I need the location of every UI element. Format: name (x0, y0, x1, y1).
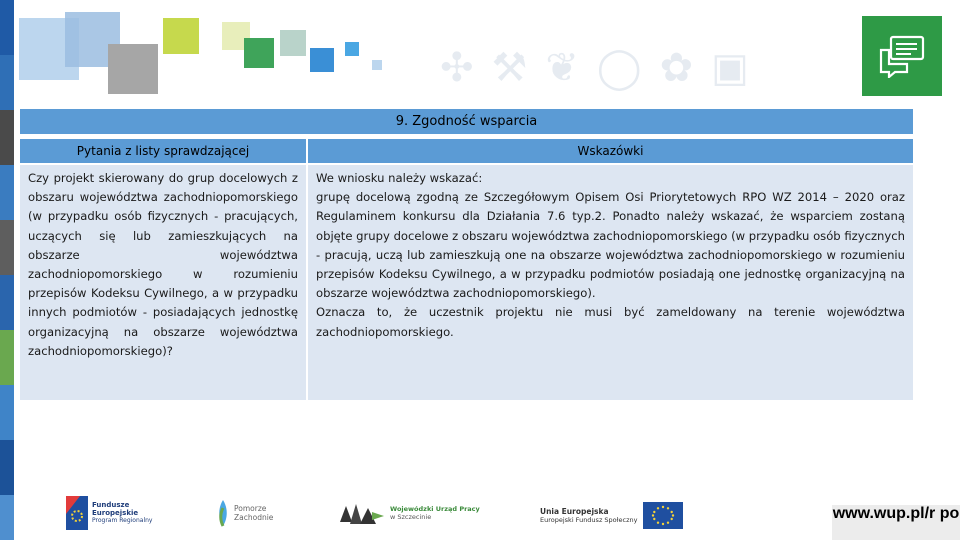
question-text: Czy projekt skierowany do grup docelowych z obszaru województwa zachodniopomorskiego (w przypadku osób fizycznych - pracujących, uczących się lub zamieszkujących na obszarze województwa zachodniopomorskiego w rozumieniu przepisów Kodeksu Cywilnego, a w przypadku innych podmiotów - posiadających jednostkę organizacyjną na obszarze województwa zachodniopomorskiego)? (28, 171, 298, 358)
tram-icon: ▣ (711, 45, 749, 91)
logo-wup (338, 500, 480, 526)
chat-icon (877, 34, 927, 78)
section-title: 9. Zgodność wsparcia (20, 109, 913, 135)
hints-line-1: We wniosku należy wskazać: (316, 171, 483, 185)
logo4-line1: Unia Europejska (540, 506, 609, 516)
question-cell (20, 165, 306, 400)
wrench-icon: ⚒ (491, 45, 528, 91)
logo2-line2: Zachodnie (234, 513, 274, 522)
hints-column-header: Wskazówki (308, 139, 913, 163)
logo4-line2: Europejski Fundusz Społeczny (540, 515, 638, 524)
background-icons (440, 38, 840, 98)
footer (0, 490, 960, 540)
website-url[interactable]: www.wup.pl/r po (832, 505, 960, 540)
turbine-icon: ✣ (440, 45, 474, 91)
sprout-icon: ✿ (659, 45, 694, 91)
logo1-line1: Fundusze (92, 501, 130, 509)
left-color-strip (0, 0, 14, 540)
hints-line-3: Oznacza to, że uczestnik projektu nie musi być zameldowany na terenie województwa zachodniopomorskiego. (316, 305, 905, 339)
logo-pomorze-zachodnie (216, 498, 273, 528)
logo2-line1: Pomorze (234, 504, 267, 513)
logo3-line2: w Szczecinie (390, 513, 432, 521)
logo1-line3: Program Regionalny (92, 517, 153, 524)
bulb-icon: ◯ (596, 45, 642, 91)
pomorze-logo-icon (216, 498, 230, 528)
logo-fundusze-europejskie (66, 496, 152, 530)
logo1-line2: Europejskie (92, 509, 139, 517)
eu-flag-icon (643, 502, 683, 529)
logo-ue (540, 502, 683, 529)
hints-cell (308, 165, 913, 400)
questions-column-header: Pytania z listy sprawdzającej (20, 139, 306, 163)
chat-icon-box (862, 16, 942, 96)
wup-logo-icon (338, 500, 386, 526)
leaf-icon: ❦ (545, 45, 579, 91)
hints-line-2: grupę docelową zgodną ze Szczegółowym Opisem Osi Priorytetowych RPO WZ 2014 – 2020 oraz Regulaminem konkursu dla Działania 7.6 typ.2. Ponadto należy wskazać, że wsparciem zostaną objęte grupy docelowe z obszaru województwa zachodniopomorskiego (w przypadku osób fizycznych - pracują, uczą lub zamieszkują one na obszarze województwa zachodniopomorskiego w rozumieniu przepisów Kodeksu Cywilnego, a w przypadku podmiotów posiadają one jednostkę organizacyjną na obszarze województwa zachodniopomorskiego). (316, 190, 905, 301)
logo3-line1: Wojewódzki Urząd Pracy (390, 505, 480, 513)
fe-logo-icon (66, 496, 88, 530)
